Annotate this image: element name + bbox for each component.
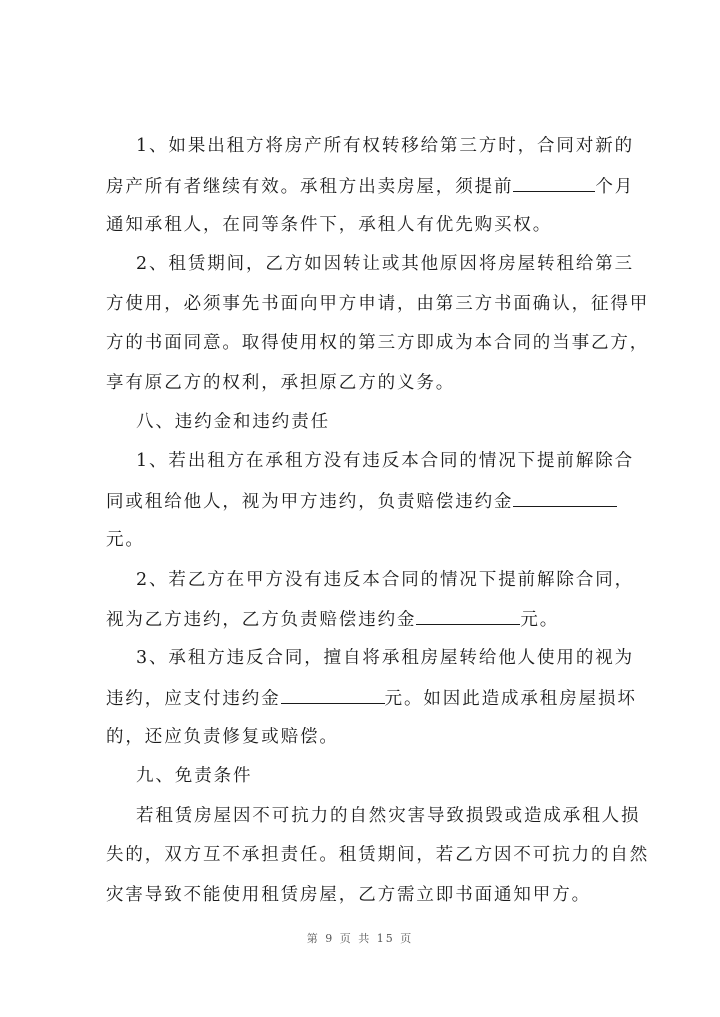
paragraph-8-3-line-1: 3、承租方违反合同，擅自将承租房屋转给他人使用的视为 xyxy=(136,648,635,668)
paragraph-8-1-line-3: 元。 xyxy=(106,530,145,550)
paragraph-8-2-line-1: 2、若乙方在甲方没有违反本合同的情况下提前解除合同， xyxy=(136,570,635,590)
paragraph-8-2-line-2: 视为乙方违约，乙方负责赔偿违约金 元。 xyxy=(106,610,560,630)
blank-underline xyxy=(281,688,385,704)
paragraph-9-line-3: 灾害导致不能使用租赁房屋，乙方需立即书面通知甲方。 xyxy=(106,885,591,905)
blank-underline xyxy=(416,609,520,625)
section-heading-8: 八、违约金和违约责任 xyxy=(136,412,330,432)
paragraph-8-3-line-2: 违约，应支付违约金 元。如因此造成承租房屋损坏 xyxy=(106,689,637,709)
paragraph-1-line-3: 通知承租人，在同等条件下，承租人有优先购买权。 xyxy=(106,215,553,235)
blank-underline xyxy=(513,491,617,507)
paragraph-1-line-1: 1、如果出租方将房产所有权转移给第三方时，合同对新的 xyxy=(136,136,635,156)
paragraph-8-3-line-3: 的，还应负责修复或赔偿。 xyxy=(106,727,339,747)
paragraph-2-line-2: 方使用，必须事先书面向甲方申请，由第三方书面确认，征得甲 xyxy=(106,294,650,314)
blank-underline xyxy=(513,176,595,192)
paragraph-2-line-4: 享有原乙方的权利，承担原乙方的义务。 xyxy=(106,373,456,393)
page-number-footer: 第 9 页 共 15 页 xyxy=(306,932,414,945)
paragraph-2-line-1: 2、租赁期间，乙方如因转让或其他原因将房屋转租给第三 xyxy=(136,254,635,274)
paragraph-1-line-2: 房产所有者继续有效。承租方出卖房屋，须提前 个月 xyxy=(106,177,635,197)
paragraph-8-1-line-2: 同或租给他人，视为甲方违约，负责赔偿违约金 xyxy=(106,491,617,511)
paragraph-9-line-2: 失的，双方互不承担责任。租赁期间，若乙方因不可抗力的自然 xyxy=(106,845,650,865)
paragraph-2-line-3: 方的书面同意。取得使用权的第三方即成为本合同的当事乙方， xyxy=(106,333,650,353)
paragraph-8-1-line-1: 1、若出租方在承租方没有违反本合同的情况下提前解除合 xyxy=(136,451,635,471)
paragraph-9-line-1: 若租赁房屋因不可抗力的自然灾害导致损毁或造成承租人损 xyxy=(136,806,641,826)
section-heading-9: 九、免责条件 xyxy=(136,766,253,786)
